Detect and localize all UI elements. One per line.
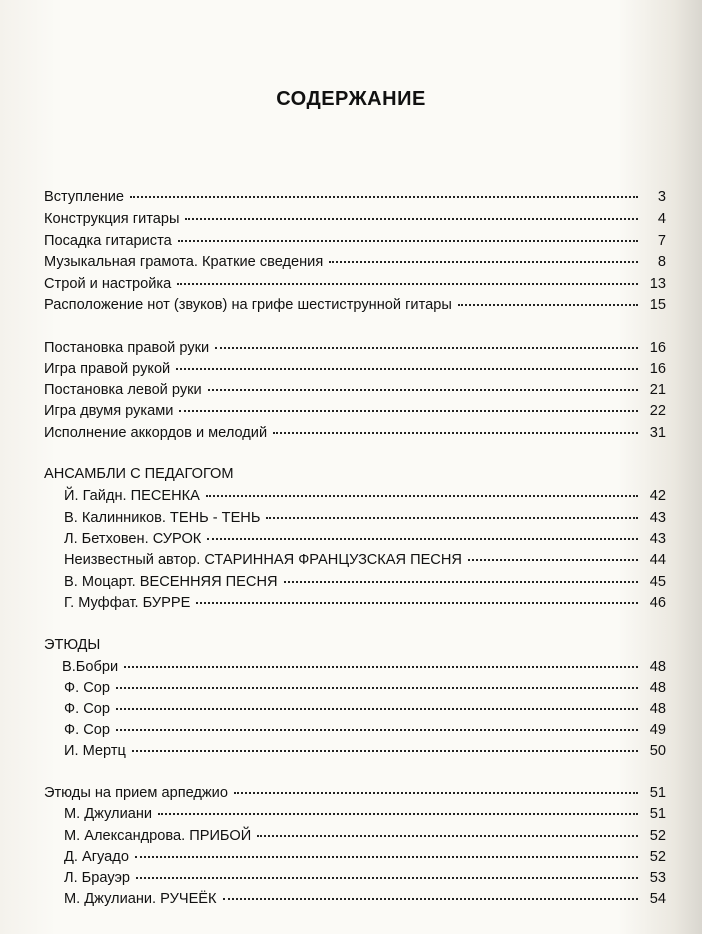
dot-leader bbox=[329, 261, 638, 263]
toc-entry-heading bbox=[44, 785, 666, 805]
toc-entry bbox=[44, 361, 666, 381]
dot-leader bbox=[284, 581, 638, 583]
toc-page-number: 13 bbox=[649, 276, 666, 292]
toc-label: Строй и настройка bbox=[44, 276, 172, 292]
dot-leader bbox=[223, 898, 638, 900]
toc-page-number: 49 bbox=[649, 722, 666, 738]
toc-entry bbox=[44, 425, 666, 445]
dot-leader bbox=[185, 218, 638, 220]
toc-entry bbox=[64, 595, 666, 615]
dot-leader bbox=[208, 389, 638, 391]
toc-entry bbox=[64, 531, 666, 551]
toc-page-number: 16 bbox=[649, 361, 666, 377]
dot-leader bbox=[124, 666, 638, 668]
page-title: СОДЕРЖАНИЕ bbox=[276, 88, 426, 110]
toc-entry bbox=[64, 574, 666, 594]
dot-leader bbox=[130, 196, 638, 198]
toc-entry bbox=[44, 276, 666, 296]
toc-page-number: 53 bbox=[649, 870, 666, 886]
toc-label: Л. Бетховен. СУРОК bbox=[64, 531, 202, 547]
toc-page-number: 3 bbox=[657, 189, 666, 205]
dot-leader bbox=[116, 729, 638, 731]
toc-page-number: 31 bbox=[649, 425, 666, 441]
toc-label: М. Джулиани bbox=[64, 806, 153, 822]
toc-page-number: 46 bbox=[649, 595, 666, 611]
toc-page-number: 43 bbox=[649, 531, 666, 547]
toc-label: Конструкция гитары bbox=[44, 211, 180, 227]
toc-label: И. Мертц bbox=[64, 743, 126, 759]
toc-entry bbox=[44, 211, 666, 231]
toc-entry bbox=[44, 254, 666, 274]
section-heading-ensembles: АНСАМБЛИ С ПЕДАГОГОМ bbox=[44, 466, 234, 482]
toc-entry bbox=[64, 488, 666, 508]
toc-entry bbox=[64, 510, 666, 530]
toc-page-number: 16 bbox=[649, 340, 666, 356]
toc-entry bbox=[44, 340, 666, 360]
toc-entry bbox=[64, 722, 666, 742]
toc-page-number: 50 bbox=[649, 743, 666, 759]
toc-entry bbox=[62, 659, 666, 679]
toc-label: Л. Брауэр bbox=[64, 870, 131, 886]
dot-leader bbox=[273, 432, 638, 434]
toc-entry bbox=[64, 891, 666, 911]
toc-label: Вступление bbox=[44, 189, 125, 205]
toc-page-number: 8 bbox=[657, 254, 666, 270]
toc-label: Постановка левой руки bbox=[44, 382, 202, 398]
toc-label: Ф. Сор bbox=[64, 701, 110, 717]
dot-leader bbox=[257, 835, 638, 837]
dot-leader bbox=[206, 495, 638, 497]
toc-page-number: 51 bbox=[649, 806, 666, 822]
toc-entry bbox=[44, 233, 666, 253]
toc-page-number: 54 bbox=[649, 891, 666, 907]
toc-page-number: 43 bbox=[649, 510, 666, 526]
toc-page-number: 52 bbox=[649, 828, 666, 844]
dot-leader bbox=[215, 347, 638, 349]
toc-label: Посадка гитариста bbox=[44, 233, 172, 249]
toc-entry bbox=[44, 403, 666, 423]
toc-label: М. Джулиани. РУЧЕЁК bbox=[64, 891, 217, 907]
toc-page-number: 52 bbox=[649, 849, 666, 865]
dot-leader bbox=[179, 410, 638, 412]
toc-entry bbox=[44, 382, 666, 402]
toc-label: Исполнение аккордов и мелодий bbox=[44, 425, 268, 441]
toc-entry bbox=[64, 743, 666, 763]
toc-entry bbox=[64, 870, 666, 890]
toc-page-number: 45 bbox=[649, 574, 666, 590]
dot-leader bbox=[132, 750, 638, 752]
dot-leader bbox=[196, 602, 638, 604]
dot-leader bbox=[135, 856, 638, 858]
toc-label: М. Александрова. ПРИБОЙ bbox=[64, 828, 252, 844]
toc-label: Ф. Сор bbox=[64, 680, 110, 696]
toc-page-number: 42 bbox=[649, 488, 666, 504]
toc-page-number: 51 bbox=[649, 785, 666, 801]
toc-label: Музыкальная грамота. Краткие сведения bbox=[44, 254, 324, 270]
toc-label: Игра правой рукой bbox=[44, 361, 171, 377]
section-heading-etudes: ЭТЮДЫ bbox=[44, 637, 101, 653]
toc-label: Й. Гайдн. ПЕСЕНКА bbox=[64, 488, 200, 504]
dot-leader bbox=[116, 687, 638, 689]
toc-entry bbox=[44, 297, 666, 317]
toc-page-number: 48 bbox=[649, 680, 666, 696]
toc-label: Д. Агуадо bbox=[64, 849, 129, 865]
toc-entry bbox=[44, 189, 666, 209]
dot-leader bbox=[158, 813, 638, 815]
toc-entry bbox=[64, 806, 666, 826]
toc-page-number: 15 bbox=[649, 297, 666, 313]
toc-label: В. Моцарт. ВЕСЕННЯЯ ПЕСНЯ bbox=[64, 574, 278, 590]
toc-entry bbox=[64, 552, 666, 572]
toc-entry bbox=[64, 701, 666, 721]
toc-page-number: 22 bbox=[649, 403, 666, 419]
dot-leader bbox=[468, 559, 638, 561]
dot-leader bbox=[178, 240, 638, 242]
toc-page-number: 44 bbox=[649, 552, 666, 568]
toc-label: Постановка правой руки bbox=[44, 340, 210, 356]
toc-label: Ф. Сор bbox=[64, 722, 110, 738]
toc-entry bbox=[64, 680, 666, 700]
dot-leader bbox=[136, 877, 638, 879]
toc-label: Г. Муффат. БУРРЕ bbox=[64, 595, 191, 611]
dot-leader bbox=[234, 792, 638, 794]
dot-leader bbox=[177, 283, 638, 285]
dot-leader bbox=[266, 517, 638, 519]
toc-label: В.Бобри bbox=[62, 659, 119, 675]
toc-entry bbox=[64, 849, 666, 869]
section-heading-arpeggio: Этюды на прием арпеджио bbox=[44, 785, 228, 801]
toc-page-number: 7 bbox=[657, 233, 666, 249]
toc-page-number: 4 bbox=[657, 211, 666, 227]
toc-page-number: 48 bbox=[649, 701, 666, 717]
dot-leader bbox=[458, 304, 638, 306]
toc-label: Игра двумя руками bbox=[44, 403, 174, 419]
dot-leader bbox=[176, 368, 638, 370]
toc-label: Расположение нот (звуков) на грифе шестиструнной гитары bbox=[44, 297, 452, 313]
toc-page-number: 21 bbox=[649, 382, 666, 398]
toc-label: В. Калинников. ТЕНЬ - ТЕНЬ bbox=[64, 510, 261, 526]
dot-leader bbox=[116, 708, 638, 710]
toc-page-number: 48 bbox=[649, 659, 666, 675]
dot-leader bbox=[207, 538, 638, 540]
toc-label: Неизвестный автор. СТАРИННАЯ ФРАНЦУЗСКАЯ ПЕСНЯ bbox=[64, 552, 462, 568]
toc-entry bbox=[64, 828, 666, 848]
